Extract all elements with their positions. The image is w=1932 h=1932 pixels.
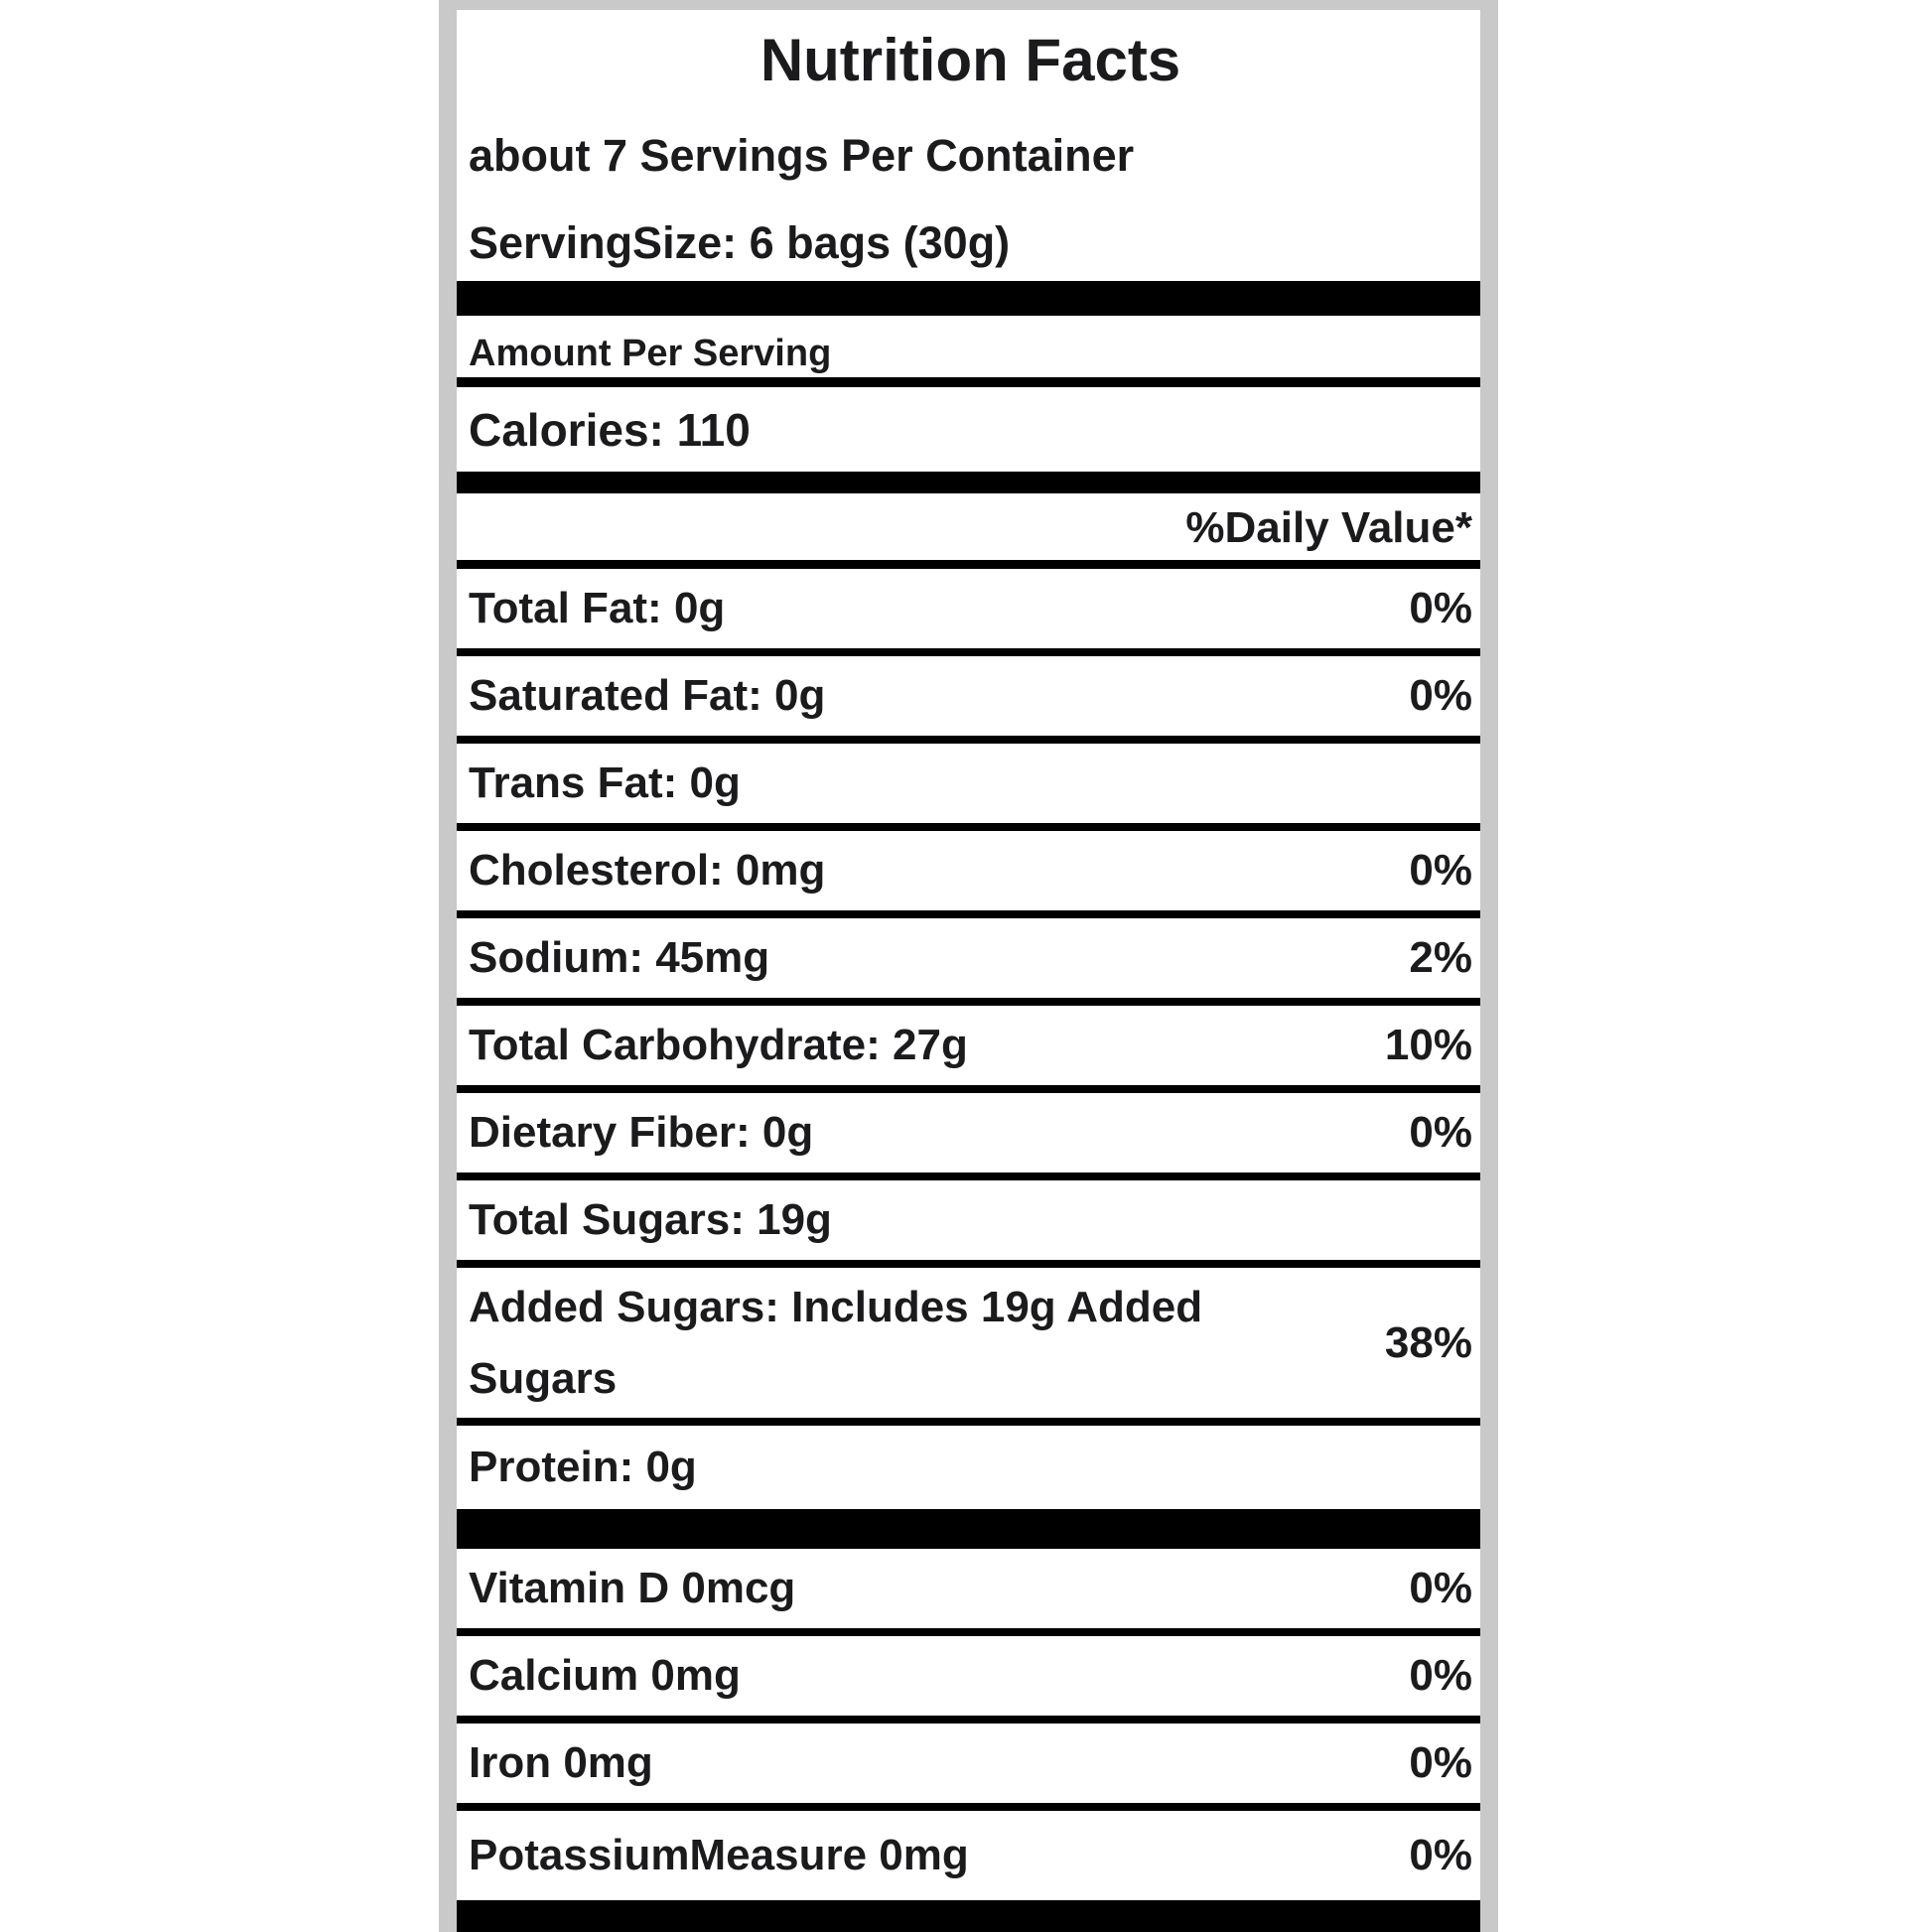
daily-value-header: %Daily Value* — [457, 493, 1480, 569]
nutrient-label: Trans Fat: 0g — [469, 759, 741, 807]
nutrient-daily-value: 0% — [1409, 846, 1472, 895]
nutrient-daily-value: 0% — [1409, 584, 1472, 632]
nutrient-label: Iron 0mg — [469, 1738, 653, 1787]
table-row-dietary-fiber — [457, 1093, 1480, 1180]
nutrient-daily-value: 0% — [1409, 1108, 1472, 1157]
table-row-sodium — [457, 918, 1480, 1006]
nutrient-label: Protein: 0g — [469, 1443, 697, 1491]
nutrient-daily-value: 0% — [1409, 671, 1472, 720]
nutrient-label: Saturated Fat: 0g — [469, 671, 826, 720]
table-row-iron — [457, 1724, 1480, 1811]
section-divider-bottom — [457, 1900, 1480, 1932]
table-row-cholesterol — [457, 831, 1480, 918]
nutrient-daily-value: 0% — [1409, 1831, 1472, 1879]
nutrient-label: Added Sugars: Includes 19g Added Sugars — [469, 1282, 1203, 1403]
section-divider-top — [457, 281, 1480, 316]
nutrition-facts-label — [457, 10, 1480, 1932]
nutrient-daily-value: 0% — [1409, 1564, 1472, 1612]
table-row-added-sugars — [457, 1268, 1480, 1426]
label-frame — [439, 0, 1498, 1932]
table-row-protein — [457, 1426, 1480, 1509]
servings-per-container: about 7 Servings Per Container — [469, 130, 1135, 181]
serving-size: ServingSize: 6 bags (30g) — [469, 217, 1011, 268]
label-title: Nutrition Facts — [759, 27, 1181, 93]
table-row-total-fat — [457, 569, 1480, 656]
amount-per-serving: Amount Per Serving — [457, 316, 1480, 387]
nutrient-label: Calcium 0mg — [469, 1651, 741, 1700]
nutrient-daily-value: 10% — [1384, 1021, 1472, 1069]
nutrient-daily-value: 2% — [1409, 933, 1472, 982]
table-row-vitamin-d — [457, 1549, 1480, 1636]
table-row-potassium — [457, 1811, 1480, 1900]
nutrient-label: PotassiumMeasure 0mg — [469, 1831, 969, 1879]
nutrient-label: Sodium: 45mg — [469, 933, 770, 982]
nutrient-daily-value: 0% — [1409, 1651, 1472, 1700]
table-row-total-carbohydrate — [457, 1006, 1480, 1093]
nutrient-label: Cholesterol: 0mg — [469, 846, 826, 895]
table-row-saturated-fat — [457, 656, 1480, 744]
nutrient-daily-value: 38% — [1384, 1317, 1472, 1367]
section-divider-calories — [457, 472, 1480, 493]
calories-row: Calories: 110 — [469, 404, 751, 456]
nutrient-daily-value: 0% — [1409, 1738, 1472, 1787]
nutrient-label: Total Fat: 0g — [469, 584, 726, 632]
table-row-total-sugars — [457, 1180, 1480, 1268]
table-row-calcium — [457, 1636, 1480, 1724]
nutrient-label: Total Sugars: 19g — [469, 1195, 832, 1244]
nutrient-label: Dietary Fiber: 0g — [469, 1108, 814, 1157]
table-row-trans-fat — [457, 744, 1480, 831]
nutrient-label: Total Carbohydrate: 27g — [469, 1021, 968, 1069]
nutrient-label: Vitamin D 0mcg — [469, 1564, 796, 1612]
section-divider-vitamins — [457, 1509, 1480, 1549]
